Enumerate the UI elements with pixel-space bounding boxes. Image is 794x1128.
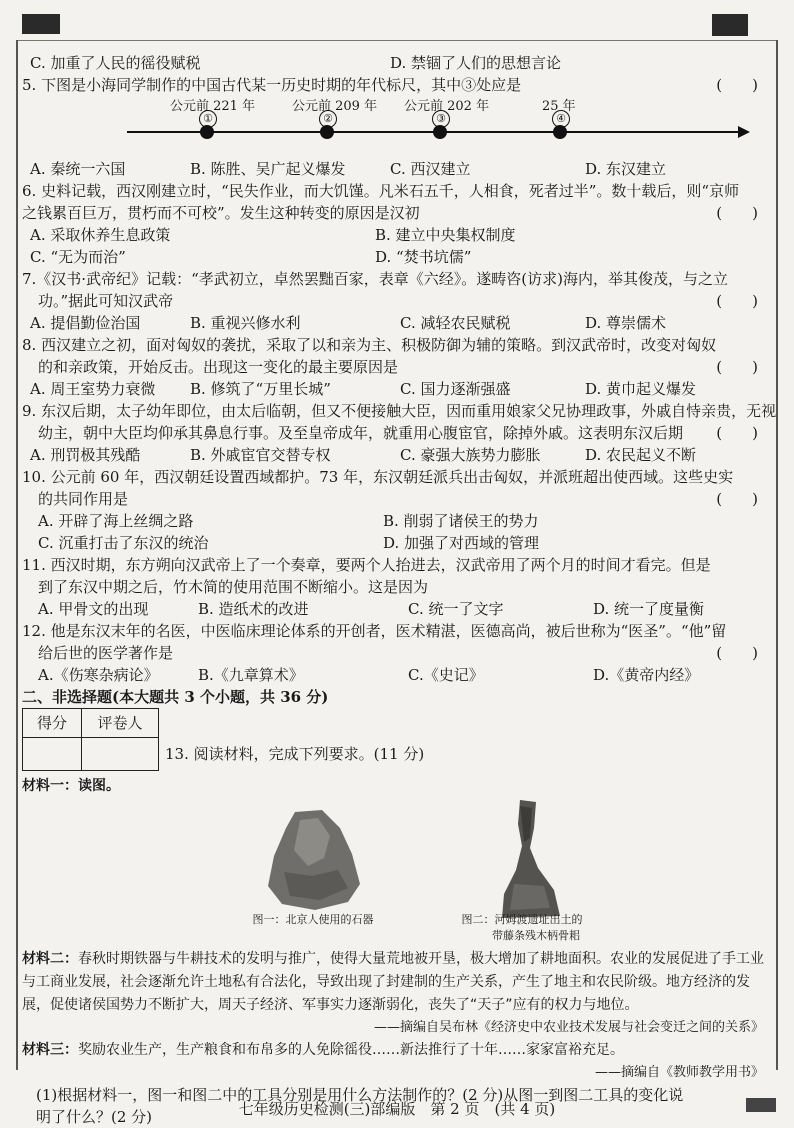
timeline-point-3 xyxy=(433,125,447,139)
answer-paren: ( ) xyxy=(716,292,758,310)
q4-option-c: C. 加重了人民的徭役赋税 xyxy=(30,54,201,72)
material2-label: 材料二： xyxy=(22,951,78,967)
q6-option-c: C. “无为而治” xyxy=(30,248,126,266)
timeline-marker-2: ② xyxy=(319,110,337,128)
q7-option-d: D. 尊崇儒术 xyxy=(585,314,667,332)
stone-tool-image xyxy=(260,806,370,916)
fig2-caption-line1: 图二：河姆渡遗址出土的 xyxy=(461,913,583,926)
fig1-caption: 图一：北京人使用的石器 xyxy=(252,913,374,926)
page-border-top xyxy=(16,40,778,41)
q6-option-a: A. 采取休养生息政策 xyxy=(30,226,171,244)
q5-options xyxy=(22,158,772,180)
material1-figures xyxy=(22,798,772,948)
timeline-year-2: 公元前 209 年 xyxy=(292,99,378,114)
q13-part1-line2: 明了什么？(2 分) xyxy=(36,1108,153,1126)
q6-stem-line2: 之钱累百巨万，贯朽而不可校”。发生这种转变的原因是汉初 ( ) xyxy=(22,204,758,222)
q11-stem-line2: 到了东汉中期之后，竹木简的使用范围不断缩小。这是因为 xyxy=(38,578,429,596)
q12-stem-line1: 12. 他是东汉末年的名医，中医临床理论体系的开创者，医术精湛，医德高尚，被后世称为“医圣”。“他”留 xyxy=(22,622,727,640)
corner-mark-top-right xyxy=(712,14,748,36)
timeline-arrow-icon xyxy=(738,126,750,138)
answer-paren: ( ) xyxy=(716,358,758,376)
material2-source: ——摘编自吴布林《经济史中农业技术发展与社会变迁之间的关系》 xyxy=(373,1020,764,1035)
q7-stem-line2: 功。”据此可知汉武帝 ( ) xyxy=(38,292,758,310)
q11-stem-line1: 11. 西汉时期，东方朔向汉武帝上了一个奏章，要两个人抬进去，汉武帝用了两个月的时间才看完。但是 xyxy=(22,556,711,574)
q11-option-b: B. 造纸术的改进 xyxy=(198,600,309,618)
q8-option-a: A. 周王室势力衰微 xyxy=(30,380,156,398)
q10-option-d: D. 加强了对西域的管理 xyxy=(383,534,540,552)
q10-stem-line2: 的共同作用是 ( ) xyxy=(38,490,758,508)
q10-option-c: C. 沉重打击了东汉的统治 xyxy=(38,534,209,552)
answer-paren: ( ) xyxy=(716,204,758,222)
q12-option-c: C.《史记》 xyxy=(408,666,484,684)
q6-option-b: B. 建立中央集权制度 xyxy=(375,226,516,244)
q9-options xyxy=(22,444,772,466)
score-row xyxy=(22,708,772,771)
q9-option-a: A. 刑罚极其残酷 xyxy=(30,446,141,464)
corner-mark-bottom-right xyxy=(746,1098,776,1112)
q13-part1-line1: (1)根据材料一，图一和图二中的工具分别是用什么方法制作的？(2 分)从图一到图二工具的变化说 xyxy=(36,1086,684,1104)
q9-stem-line1: 9. 东汉后期，太子幼年即位，由太后临朝，但又不便接触大臣，因而重用娘家父兄协理政事，外戚自恃亲贵，无视 xyxy=(22,402,777,420)
material2-text: 春秋时期铁器与牛耕技术的发明与推广，使得大量荒地被开垦，极大增加了耕地面积。农业的发展促进了手工业与工商业发展，社会逐渐允许土地私有合法化，导致出现了封建制的生产关系，产生了地主和农民阶级。地方经济的发展，促使诸侯国势力不断扩大，周天子经济、军事实力逐渐弱化，丧失了“天子”应有的权力与地位。 xyxy=(22,951,764,1013)
material1-label: 材料一：读图。 xyxy=(22,778,120,794)
q11-option-c: C. 统一了文字 xyxy=(408,600,504,618)
timeline-marker-4: ④ xyxy=(552,110,570,128)
q12-stem-line2: 给后世的医学著作是 ( ) xyxy=(38,644,758,662)
section2-title: 二、非选择题(本大题共 3 个小题，共 36 分) xyxy=(22,688,329,706)
timeline-marker-1: ① xyxy=(199,110,217,128)
q8-options xyxy=(22,378,772,400)
q5-option-d: D. 东汉建立 xyxy=(585,160,667,178)
q10-stem-line1: 10. 公元前 60 年，西汉朝廷设置西域都护。73 年，东汉朝廷派兵出击匈奴，并派班超出使西域。这些史实 xyxy=(22,468,734,486)
q5-stem: 5. 下图是小海同学制作的中国古代某一历史时期的年代标尺，其中③处应是 ( ) xyxy=(22,76,758,94)
q12-option-a: A.《伤寒杂病论》 xyxy=(38,666,159,684)
q11-option-d: D. 统一了度量衡 xyxy=(593,600,705,618)
q8-stem-line1: 8. 西汉建立之初，面对匈奴的袭扰，采取了以和亲为主、积极防御为辅的策略。到汉武帝时，改变对匈奴 xyxy=(22,336,717,354)
q4-options xyxy=(22,52,772,74)
material2 xyxy=(22,948,772,1017)
q8-option-c: C. 国力逐渐强盛 xyxy=(400,380,511,398)
q9-option-b: B. 外戚宦官交替专权 xyxy=(190,446,331,464)
q5-option-b: B. 陈胜、吴广起义爆发 xyxy=(190,160,346,178)
page-footer: 七年级历史检测(三)部编版 第 2 页 (共 4 页) xyxy=(238,1100,556,1118)
timeline-year-1: 公元前 221 年 xyxy=(170,99,256,114)
exam-content xyxy=(22,52,777,1128)
q7-option-a: A. 提倡勤俭治国 xyxy=(30,314,141,332)
page-border-right xyxy=(776,40,778,1070)
q9-option-c: C. 豪强大族势力膨胀 xyxy=(400,446,541,464)
answer-paren: ( ) xyxy=(716,644,758,662)
q11-option-a: A. 甲骨文的出现 xyxy=(38,600,149,618)
q10-option-b: B. 削弱了诸侯王的势力 xyxy=(383,512,539,530)
fig2-caption-line2: 带藤条残木柄骨耜 xyxy=(492,929,580,942)
q10-options-row2 xyxy=(22,532,772,554)
timeline-point-4 xyxy=(553,125,567,139)
q6-option-d: D. “焚书坑儒” xyxy=(375,248,472,266)
q7-stem-line1: 7.《汉书·武帝纪》记载：“孝武初立，卓然罢黜百家，表章《六经》。遂畴咨(访求)海内，举其俊茂，与之立 xyxy=(22,270,728,288)
bone-spade-image xyxy=(490,798,570,923)
q9-stem-line2: 幼主，朝中大臣均仰承其鼻息行事。及至皇帝成年，就重用心腹宦官，除掉外戚。这表明东汉后期 ( ) xyxy=(38,424,758,442)
q7-options xyxy=(22,312,772,334)
timeline-marker-3: ③ xyxy=(432,110,450,128)
q10-option-a: A. 开辟了海上丝绸之路 xyxy=(38,512,194,530)
q6-options-row2 xyxy=(22,246,772,268)
material3 xyxy=(22,1039,772,1062)
score-label: 得分 xyxy=(23,709,82,738)
q4-option-d: D. 禁锢了人们的思想言论 xyxy=(390,54,562,72)
q8-option-b: B. 修筑了“万里长城” xyxy=(190,380,331,398)
q8-stem-line2: 的和亲政策，开始反击。出现这一变化的最主要原因是 ( ) xyxy=(38,358,758,376)
material3-text: 奖励农业生产，生产粮食和布帛多的人免除徭役……新法推行了十年……家家富裕充足。 xyxy=(78,1042,624,1058)
q12-options xyxy=(22,664,772,686)
answer-paren: ( ) xyxy=(716,424,758,442)
q9-option-d: D. 农民起义不断 xyxy=(585,446,697,464)
q6-stem-line1: 6. 史料记载，西汉刚建立时，“民失作业，而大饥馑。凡米石五千，人相食，死者过半”。数十载后，则“京师 xyxy=(22,182,740,200)
q7-option-c: C. 减轻农民赋税 xyxy=(400,314,511,332)
material3-label: 材料三： xyxy=(22,1042,78,1058)
q10-options-row1 xyxy=(22,510,772,532)
material3-source: ——摘编自《教师教学用书》 xyxy=(594,1065,764,1080)
q8-option-d: D. 黄巾起义爆发 xyxy=(585,380,697,398)
q11-options xyxy=(22,598,772,620)
corner-mark-top-left xyxy=(22,14,60,34)
q5-option-c: C. 西汉建立 xyxy=(390,160,471,178)
timeline-year-4: 25 年 xyxy=(542,99,576,114)
answer-paren: ( ) xyxy=(716,490,758,508)
answer-paren: ( ) xyxy=(716,76,758,94)
score-table xyxy=(22,708,159,771)
q7-option-b: B. 重视兴修水利 xyxy=(190,314,301,332)
q6-options-row1 xyxy=(22,224,772,246)
q5-option-a: A. 秦统一六国 xyxy=(30,160,126,178)
timeline-point-2 xyxy=(320,125,334,139)
q12-option-b: B.《九章算术》 xyxy=(198,666,304,684)
grader-cell[interactable] xyxy=(82,738,159,771)
timeline-point-1 xyxy=(200,125,214,139)
page-border-left xyxy=(16,40,18,1070)
score-cell[interactable] xyxy=(23,738,82,771)
timeline-year-3: 公元前 202 年 xyxy=(404,99,490,114)
q12-option-d: D.《黄帝内经》 xyxy=(593,666,700,684)
grader-label: 评卷人 xyxy=(82,709,159,738)
q13-stem: 13. 阅读材料，完成下列要求。(11 分) xyxy=(165,745,425,763)
q5-timeline xyxy=(22,98,772,158)
